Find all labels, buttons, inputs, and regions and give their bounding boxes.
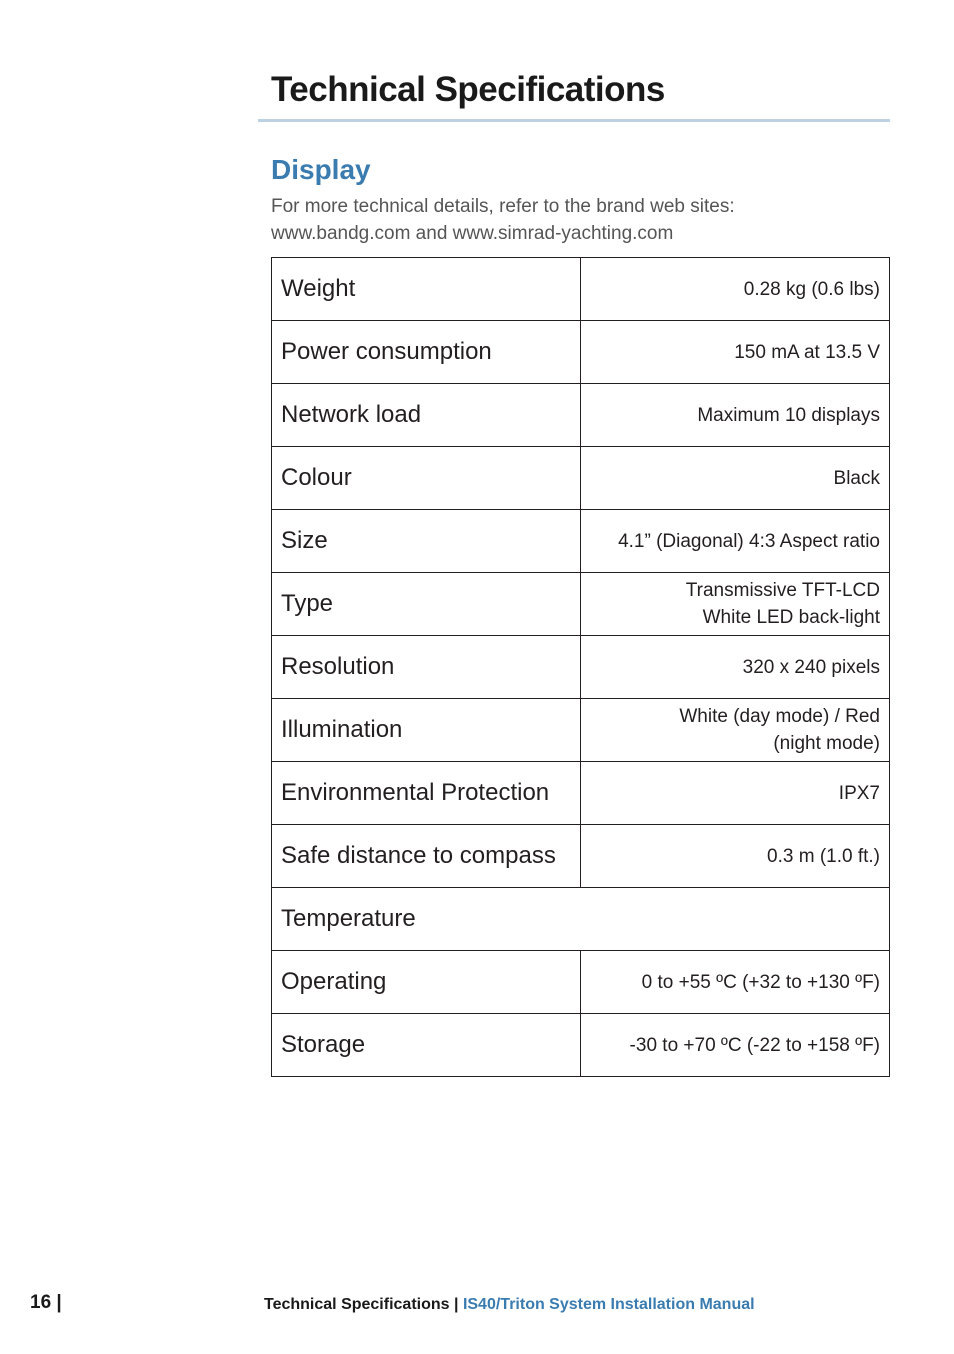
spec-value (581, 573, 890, 636)
spec-label: Network load (272, 384, 581, 447)
specs-table (271, 257, 890, 1077)
intro-line-1: For more technical details, refer to the brand web sites: (271, 196, 735, 217)
spec-label: Resolution (272, 636, 581, 699)
table-row (272, 258, 890, 321)
spec-label: Size (272, 510, 581, 573)
spec-value: Maximum 10 displays (581, 384, 890, 447)
footer-manual-title: IS40/Triton System Installation Manual (462, 1296, 755, 1313)
spec-label: Power consumption (272, 321, 581, 384)
spec-label: Weight (272, 258, 581, 321)
table-row (272, 888, 890, 951)
table-row (272, 510, 890, 573)
footer-section: Technical Specifications (264, 1296, 450, 1313)
table-row (272, 321, 890, 384)
spec-value-line: Transmissive TFT-LCD (685, 580, 880, 601)
spec-value: -30 to +70 ºC (-22 to +158 ºF) (581, 1014, 890, 1077)
section-title: Display (271, 154, 371, 185)
spec-label: Type (272, 573, 581, 636)
spec-label: Storage (272, 1014, 581, 1077)
table-row (272, 384, 890, 447)
spec-value: 4.1” (Diagonal) 4:3 Aspect ratio (581, 510, 890, 573)
spec-value: 0.3 m (1.0 ft.) (581, 825, 890, 888)
spec-value: 320 x 240 pixels (581, 636, 890, 699)
spec-value-line: White (day mode) / Red (679, 706, 880, 727)
spec-value: IPX7 (581, 762, 890, 825)
table-row (272, 951, 890, 1014)
spec-value-line: White LED back-light (702, 607, 880, 628)
spec-value: Black (581, 447, 890, 510)
table-row (272, 573, 890, 636)
table-row (272, 447, 890, 510)
spec-value: 150 mA at 13.5 V (581, 321, 890, 384)
spec-label: Environmental Protection (272, 762, 581, 825)
spec-value: 0.28 kg (0.6 lbs) (581, 258, 890, 321)
table-row (272, 825, 890, 888)
spec-value: 0 to +55 ºC (+32 to +130 ºF) (581, 951, 890, 1014)
table-row (272, 1014, 890, 1077)
footer-separator: | (454, 1296, 459, 1313)
spec-label: Illumination (272, 699, 581, 762)
spec-value (581, 699, 890, 762)
table-row (272, 636, 890, 699)
table-row (272, 699, 890, 762)
spec-label: Colour (272, 447, 581, 510)
spec-label: Operating (272, 951, 581, 1014)
page-number: 16 | (30, 1292, 62, 1313)
title-rule (258, 119, 890, 122)
table-row (272, 762, 890, 825)
spec-group-label: Temperature (272, 888, 890, 951)
running-footer (264, 1296, 755, 1314)
intro-line-2: www.bandg.com and www.simrad-yachting.com (271, 223, 674, 244)
intro-text (271, 193, 871, 247)
page-title: Technical Specifications (271, 70, 665, 109)
spec-label: Safe distance to compass (272, 825, 581, 888)
spec-value-line: (night mode) (773, 733, 880, 754)
